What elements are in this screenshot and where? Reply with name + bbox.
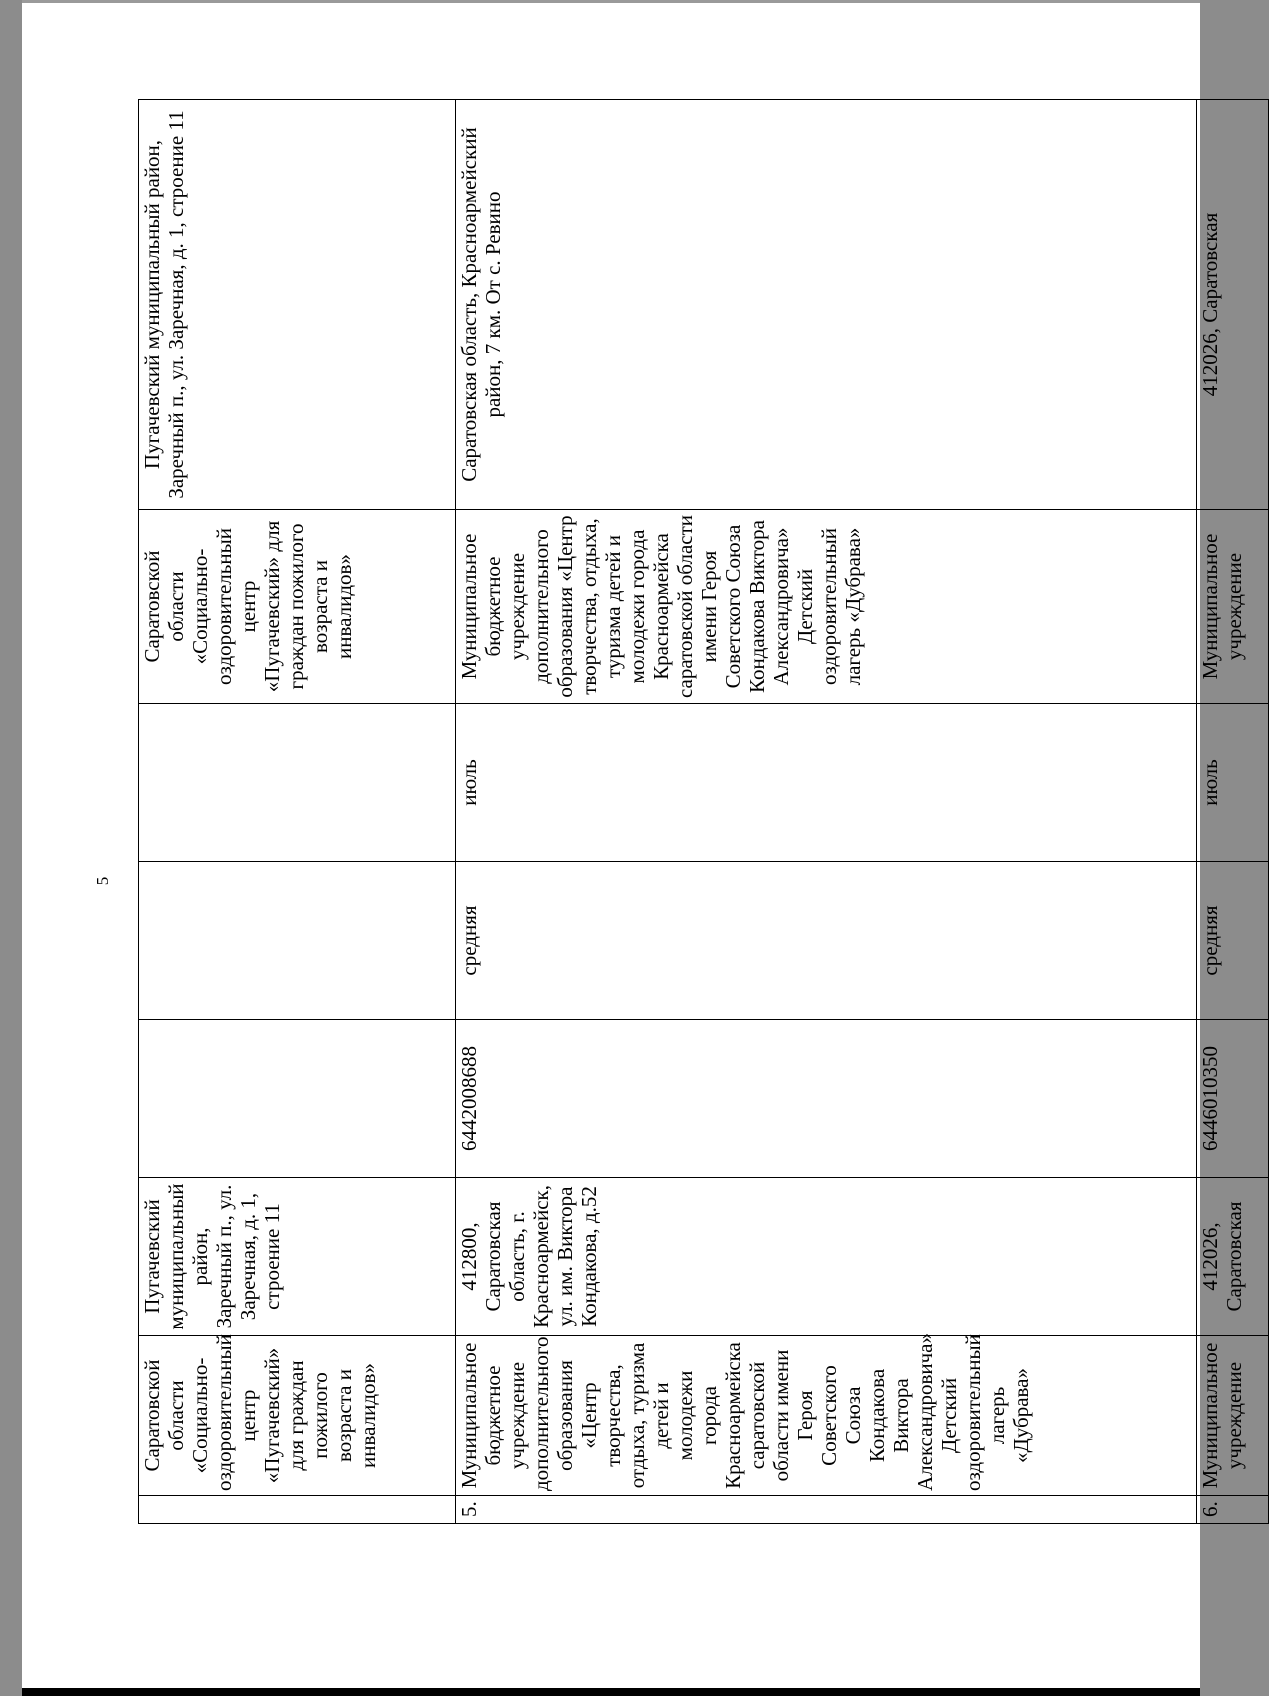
- page-number: 5: [93, 876, 112, 886]
- organization: Муниципальное бюджетное учреждение дополнительного образования «Центр творчества, отдыха, туризма детей и молодежи города Красноармейска саратовской области имени Героя Советского Союза Кондакова Виктора Александровича» Детский оздоровительный лагерь «Дубрава»: [456, 510, 1197, 704]
- organization: Муниципальное учреждение: [1197, 510, 1269, 704]
- organization: Саратовской области «Социально-оздоровительный центр «Пугачевский» для граждан пожилого возраста и инвалидов»: [139, 510, 456, 704]
- table-row: [139, 100, 456, 1524]
- location: 412026, Саратовская: [1197, 100, 1269, 510]
- inn: 6446010350: [1197, 1020, 1269, 1178]
- table-row: [1197, 100, 1269, 1524]
- row-number: 5.: [456, 1496, 1197, 1524]
- inn: 6442008688: [456, 1020, 1197, 1178]
- row-number: 6.: [1197, 1496, 1269, 1524]
- institution-name: Муниципальное бюджетное учреждение дополнительного образования «Центр творчества, отдыха, туризма детей и молодежи города Красноармейска саратовской области имени Героя Советского Союза Кондакова Виктора Александровича» Детский оздоровительный лагерь «Дубрава»: [456, 1336, 1197, 1496]
- location: Саратовская область, Красноармейский район, 7 км. От с. Ревино: [456, 100, 1197, 510]
- legal-address: 412800, Саратовская область, г. Красноармейск, ул. им. Виктора Кондакова, д.52: [456, 1178, 1197, 1336]
- row-number: [139, 1496, 456, 1524]
- level: средняя: [456, 862, 1197, 1020]
- level: [139, 862, 456, 1020]
- period: [139, 704, 456, 862]
- page-top-edge: [22, 0, 1200, 3]
- page-bottom-edge: [22, 1688, 1200, 1696]
- legal-address: 412026, Саратовская: [1197, 1178, 1269, 1336]
- table-row: [456, 100, 1197, 1524]
- institution-name: Саратовской области «Социально-оздоровительный центр «Пугачевский» для граждан пожилого возраста и инвалидов»: [139, 1336, 456, 1496]
- institution-name: Муниципальное учреждение: [1197, 1336, 1269, 1496]
- rotated-table-container: [138, 100, 1269, 1524]
- location: Пугачевский муниципальный район, Заречный п., ул. Заречная, д. 1, строение 11: [139, 100, 456, 510]
- legal-address: Пугачевский муниципальный район, Заречный п., ул. Заречная, д. 1, строение 11: [139, 1178, 456, 1336]
- inn: [139, 1020, 456, 1178]
- period: июль: [1197, 704, 1269, 862]
- period: июль: [456, 704, 1197, 862]
- level: средняя: [1197, 862, 1269, 1020]
- camps-table: [138, 99, 1269, 1524]
